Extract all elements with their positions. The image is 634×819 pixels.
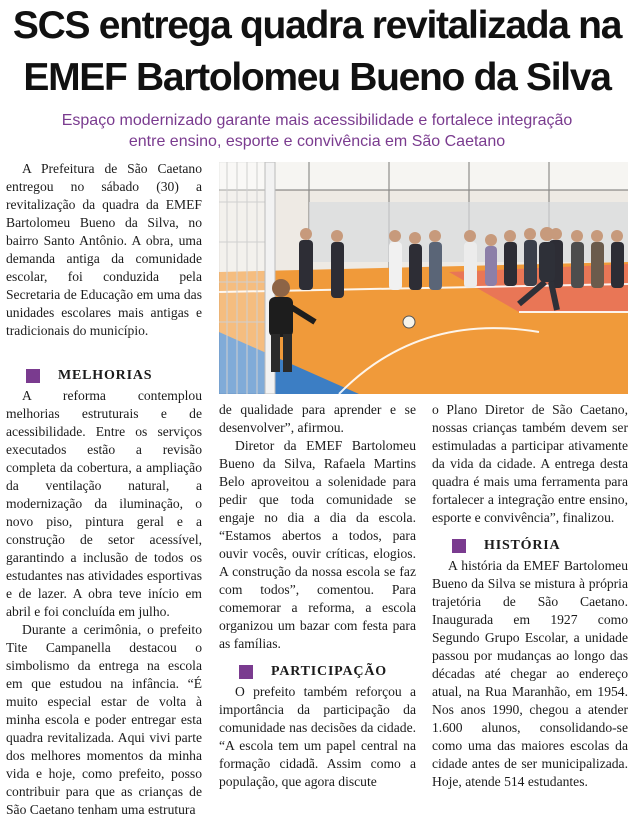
column-2 <box>219 401 416 791</box>
section-title-melhorias: MELHORIAS <box>58 368 153 383</box>
ceiling <box>219 162 628 190</box>
melhorias-paragraph-2: Durante a cerimônia, o prefeito Tite Campanella destacou o simbolismo da entrega na escola em que estudou na infância. “É muito especial estar de volta à minha escola e poder entregar esta quadra revitalizada. Aqui vivi parte dos melhores momentos da minha vida e hoje, como prefeito, posso contribuir para que as crianças de São Caetano tenham uma estrutura <box>6 622 202 817</box>
subtitle-line-2: entre ensino, esporte e convivência em São Caetano <box>128 133 506 150</box>
quote-continuation: de qualidade para aprender e se desenvolver”, afirmou. <box>219 402 416 435</box>
ball <box>403 316 415 328</box>
court-photo <box>219 162 628 394</box>
subtitle-line-1: Espaço modernizado garante mais acessibilidade e fortalece integração <box>61 112 573 129</box>
intro-paragraph: A Prefeitura de São Caetano entregou no sábado (30) a revitalização da quadra da EMEF Bartolomeu Bueno da Silva, no bairro Santo Antônio. A obra, uma demanda antiga da comunidade escolar, foi conduzida pela Secretaria de Educação em uma das unidades escolares mais antigas e tradicionais do município. <box>6 161 202 338</box>
section-title-participacao: PARTICIPAÇÃO <box>271 664 387 679</box>
melhorias-paragraph-1: A reforma contemplou melhorias estruturais e de acessibilidade. Entre os serviços executados estão a revisão completa da cobertura, a ampliação da ventilação natural, a modernização da iluminação, o novo piso, pintura geral e a construção de setor acessível, garantindo a inclusão de todos os estudantes nas atividades esportivas e de lazer. A obra teve início em abril e foi concluída em julho. <box>6 388 202 619</box>
participacao-paragraph: O prefeito também reforçou a importância da participação da comunidade nas decisões da cidade. “A escola tem um papel central na formação cidadã. Assim como a população, que agora discute <box>219 684 416 789</box>
section-heading-historia <box>452 537 628 555</box>
historia-paragraph: A história da EMEF Bartolomeu Bueno da Silva se mistura à própria trajetória de São Caetano. Inaugurada em 1927 como Segundo Grupo Escolar, a unidade passou por mudanças ao longo das décadas até chegar ao endereço atual, na Rua Maranhão, em 1954. Nos anos 1990, chegou a atender 1.600 alunos, consolidando-se como uma das maiores escolas da cidade antes de ser municipalizada. Hoje, atende 514 estudantes. <box>432 558 628 789</box>
headline-line-1: SCS entrega quadra revitalizada na <box>12 4 622 47</box>
diretor-paragraph: Diretor da EMEF Bartolomeu Bueno da Silva, Rafaela Martins Belo aproveitou a solenidade para pedir que toda comunidade se engaje no dia a dia da escola. “Estamos abertos a todos, para ouvir vocês, ouvir críticas, elogios. A construção da nossa escola se faz com todos”, comentou. Para comemorar a reforma, a escola organizou um bazar com festa para as famílias. <box>219 438 416 651</box>
column-1-melhorias <box>6 367 202 819</box>
goal-net <box>219 162 271 394</box>
square-bullet-icon <box>452 539 466 553</box>
section-title-historia: HISTÓRIA <box>484 538 561 553</box>
square-bullet-icon <box>239 665 253 679</box>
column-1-intro <box>6 160 202 340</box>
section-heading-participacao <box>239 663 416 681</box>
court-photo-illustration <box>219 162 628 394</box>
subtitle <box>0 110 634 152</box>
headline-line-2: EMEF Bartolomeu Bueno da Silva <box>23 56 611 99</box>
section-heading-melhorias <box>26 367 202 385</box>
column-3 <box>432 401 628 791</box>
square-bullet-icon <box>26 369 40 383</box>
participacao-continuation: o Plano Diretor de São Caetano, nossas crianças também devem ser estimuladas a participar ativamente da vida da cidade. A entrega desta quadra é mais uma ferramenta para fortalecer a integração entre ensino, esporte e convivência”, finalizou. <box>432 402 628 525</box>
